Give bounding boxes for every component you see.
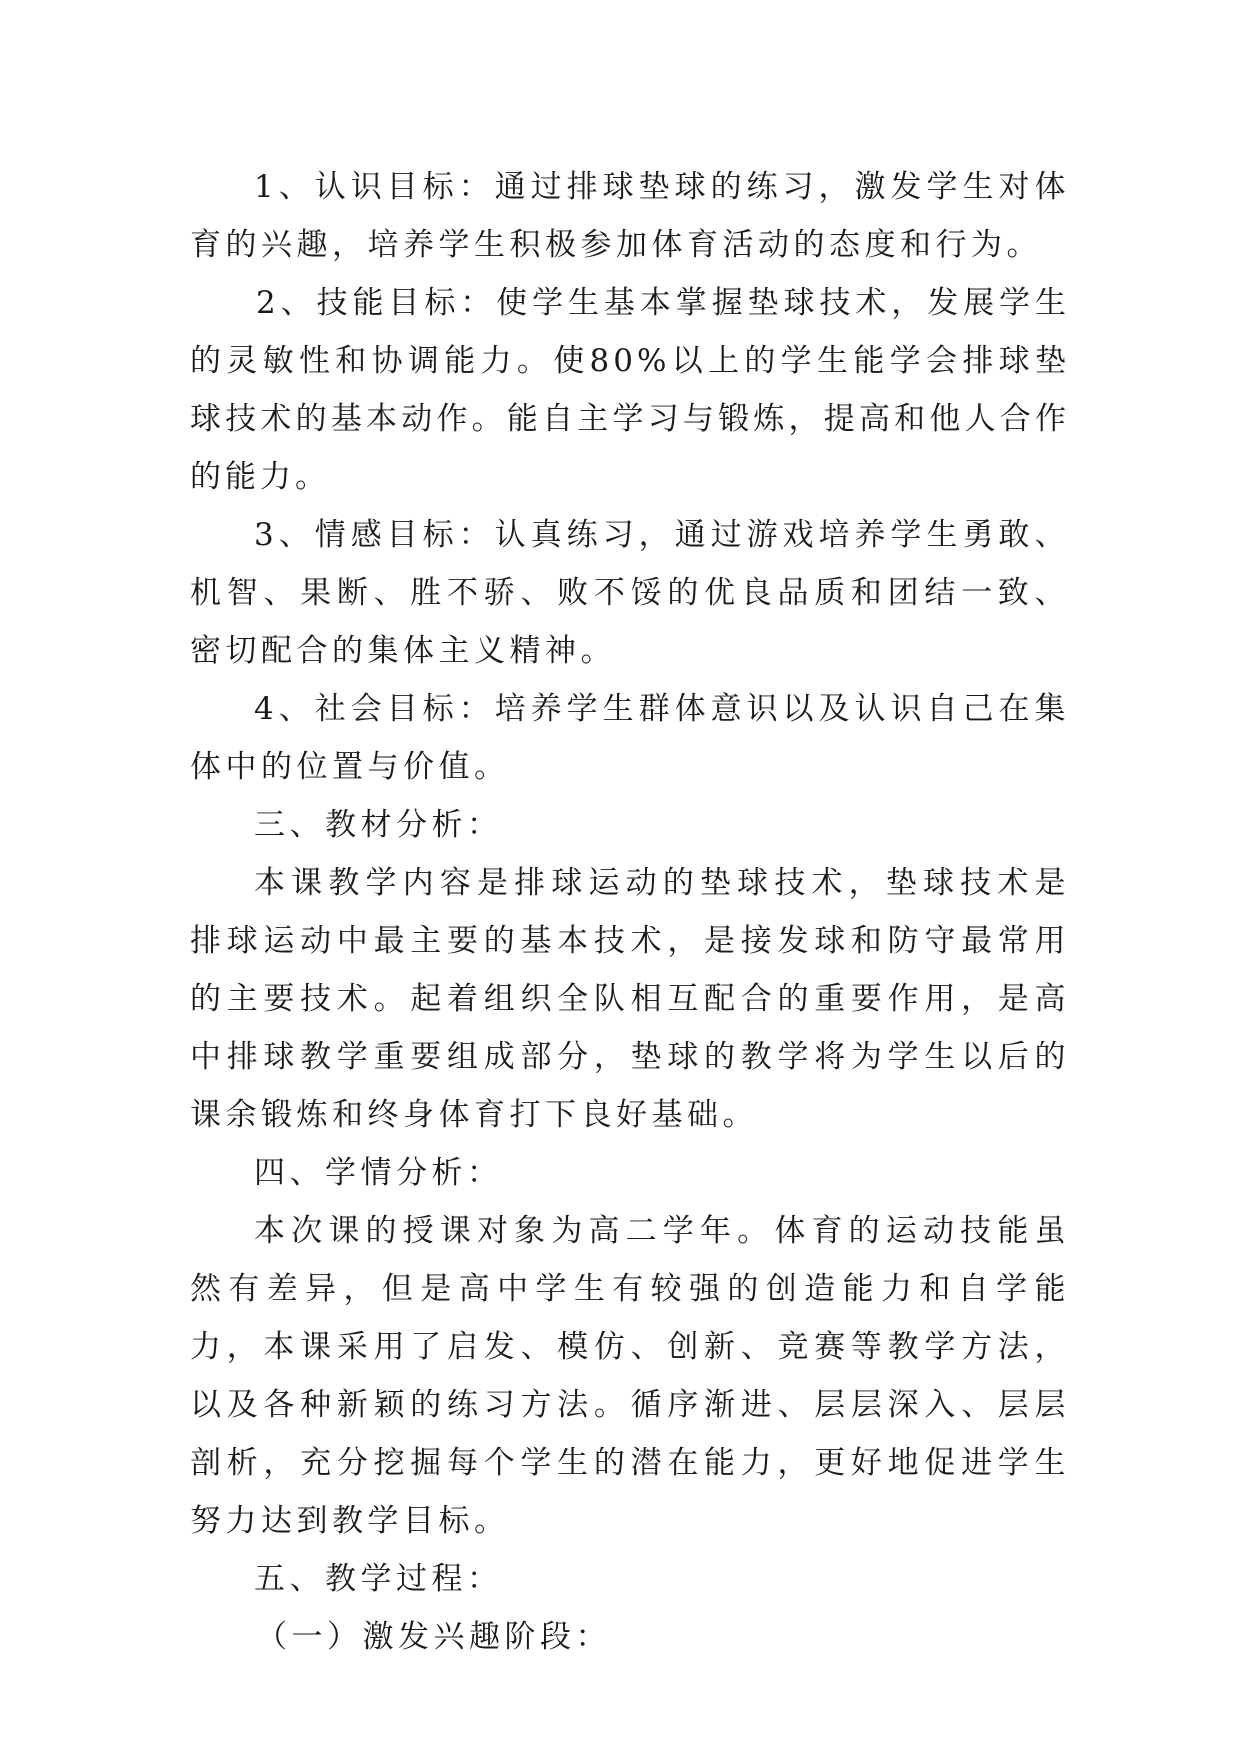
- paragraph-social-goal: 4、社会目标：培养学生群体意识以及认识自己在集体中的位置与价值。: [190, 691, 1070, 785]
- paragraph-emotional-goal: 3、情感目标：认真练习，通过游戏培养学生勇敢、机智、果断、胜不骄、败不馁的优良品质和团结一致、密切配合的集体主义精神。: [190, 517, 1070, 669]
- heading-teaching-process: 五、教学过程：: [254, 1561, 503, 1597]
- paragraph-learner-analysis: 本次课的授课对象为高二学年。体育的运动技能虽然有差异，但是高中学生有较强的创造能力和自学能力，本课采用了启发、模仿、创新、竞赛等教学方法，以及各种新颖的练习方法。循序渐进、层层深入、层层剖析，充分挖掘每个学生的潜在能力，更好地促进学生努力达到教学目标。: [190, 1213, 1070, 1539]
- paragraph-cognitive-goal: 1、认识目标：通过排球垫球的练习，激发学生对体育的兴趣，培养学生积极参加体育活动的态度和行为。: [190, 169, 1070, 263]
- paragraph-skill-goal: 2、技能目标：使学生基本掌握垫球技术，发展学生的灵敏性和协调能力。使80%以上的学生能学会排球垫球技术的基本动作。能自主学习与锻炼，提高和他人合作的能力。: [190, 285, 1070, 495]
- heading-learner-analysis: 四、学情分析：: [254, 1155, 503, 1191]
- paragraph-textbook-analysis: 本课教学内容是排球运动的垫球技术，垫球技术是排球运动中最主要的基本技术，是接发球和防守最常用的主要技术。起着组织全队相互配合的重要作用，是高中排球教学重要组成部分，垫球的教学将为学生以后的课余锻炼和终身体育打下良好基础。: [190, 865, 1070, 1133]
- subheading-interest-stage: （一）激发兴趣阶段：: [256, 1619, 611, 1655]
- heading-textbook-analysis: 三、教材分析：: [254, 807, 503, 843]
- document-body: [190, 158, 1070, 1666]
